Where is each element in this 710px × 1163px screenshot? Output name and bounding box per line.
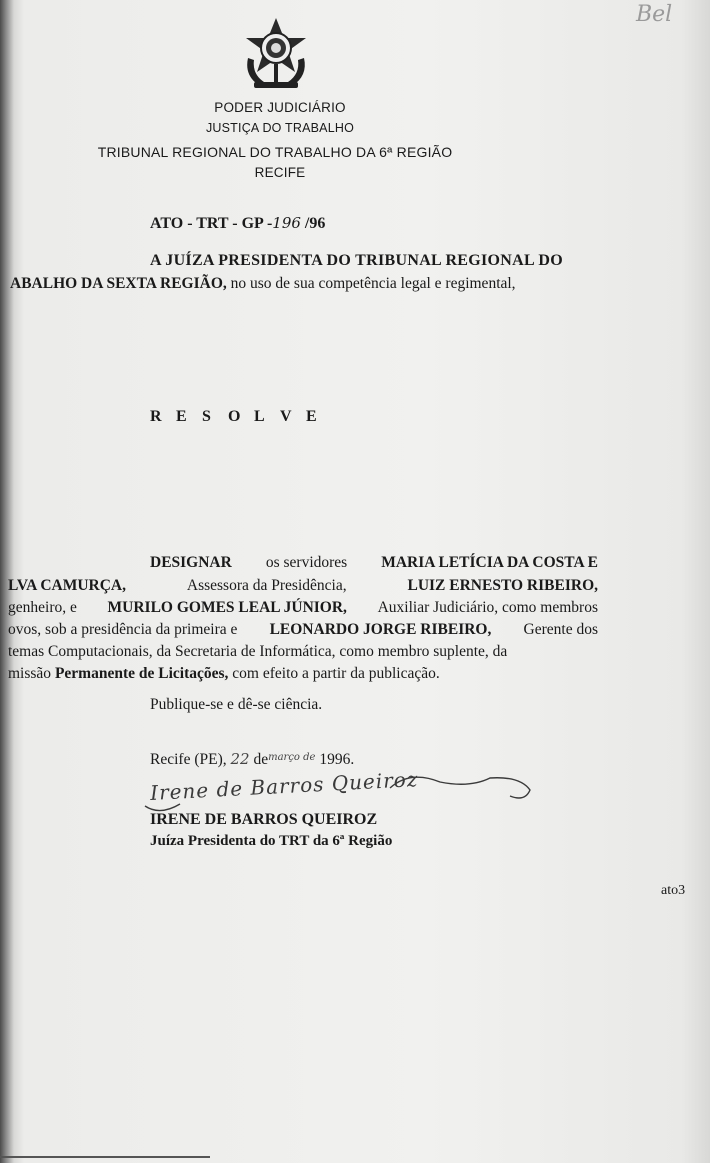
resolve-letter: V <box>280 408 292 425</box>
resolve-letter: L <box>254 408 265 425</box>
name-maria: MARIA LETÍCIA DA COSTA E <box>381 554 598 571</box>
preamble-line-2 <box>10 275 516 293</box>
presidencia-text: ovos, sob a presidência da primeira e <box>8 621 238 638</box>
preamble-region: ABALHO DA SEXTA REGIÃO, <box>10 275 227 292</box>
assessora-text: Assessora da Presidência, <box>186 577 347 594</box>
comissao-name: Permanente de Licitações, <box>54 665 229 682</box>
date-prefix: Recife (PE), <box>150 751 231 768</box>
header-poder-judiciario: PODER JUDICIÁRIO <box>214 100 346 115</box>
resolve-letter: E <box>306 408 317 425</box>
name-luiz: LUIZ ERNESTO RIBEIRO, <box>407 577 598 594</box>
date-month-handwritten: março de <box>268 752 316 763</box>
ato-handwritten-number: 196 <box>272 214 301 232</box>
body-line-3 <box>8 599 598 617</box>
body-line-6 <box>8 665 440 683</box>
header-recife: RECIFE <box>254 165 306 180</box>
servidores-text: os servidores <box>265 554 348 571</box>
name-leonardo: LEONARDO JORGE RIBEIRO, <box>269 621 492 638</box>
body-line-2 <box>8 577 598 595</box>
gerente-text: Gerente dos <box>523 621 598 638</box>
date-year: 1996. <box>315 751 355 768</box>
efeito-text: com efeito a partir da publicação. <box>228 665 440 682</box>
bottom-edge-rule <box>0 1156 210 1158</box>
resolve-letter: R <box>150 408 162 425</box>
comissao-text: missão <box>8 665 55 682</box>
body-line-5: temas Computacionais, da Secretaria de Informática, como membro suplente, da <box>8 643 508 660</box>
signer-name: IRENE DE BARROS QUEIROZ <box>150 811 378 828</box>
file-code: ato3 <box>661 883 686 898</box>
designar-verb: DESIGNAR <box>150 554 232 571</box>
resolve-letter: E <box>176 408 187 425</box>
resolve-letter: S <box>202 408 211 425</box>
body-line-1 <box>150 554 598 572</box>
signer-title: Juíza Presidenta do TRT da 6ª Região <box>150 833 393 849</box>
ato-prefix: ATO - TRT - GP - <box>150 215 273 232</box>
resolve-heading <box>150 408 332 426</box>
ato-suffix: /96 <box>304 215 326 232</box>
date-day-handwritten: 22 <box>230 750 250 768</box>
preamble-line-1: A JUÍZA PRESIDENTA DO TRIBUNAL REGIONAL DO <box>150 252 563 269</box>
handwritten-signature: Irene de Barros Queiroz <box>149 766 419 806</box>
body-line-4 <box>8 621 598 639</box>
ato-number <box>150 214 325 233</box>
publish-line: Publique-se e dê-se ciência. <box>150 696 323 713</box>
date-line <box>150 750 354 769</box>
date-de: de <box>249 751 269 768</box>
auxiliar-text: Auxiliar Judiciário, como membros <box>377 599 598 616</box>
header-justica-trabalho: JUSTIÇA DO TRABALHO <box>205 121 355 135</box>
name-camurca: LVA CAMURÇA, <box>8 577 126 594</box>
engenheiro-text: genheiro, e <box>8 599 77 616</box>
resolve-letter: O <box>228 408 241 425</box>
name-murilo: MURILO GOMES LEAL JÚNIOR, <box>107 599 347 616</box>
header-tribunal: TRIBUNAL REGIONAL DO TRABALHO DA 6ª REGIÃO <box>97 144 453 160</box>
corner-handwritten-mark: Bel <box>636 2 673 27</box>
preamble-competence: no uso de sua competência legal e regimental, <box>226 275 516 292</box>
coat-of-arms-icon <box>240 16 312 94</box>
